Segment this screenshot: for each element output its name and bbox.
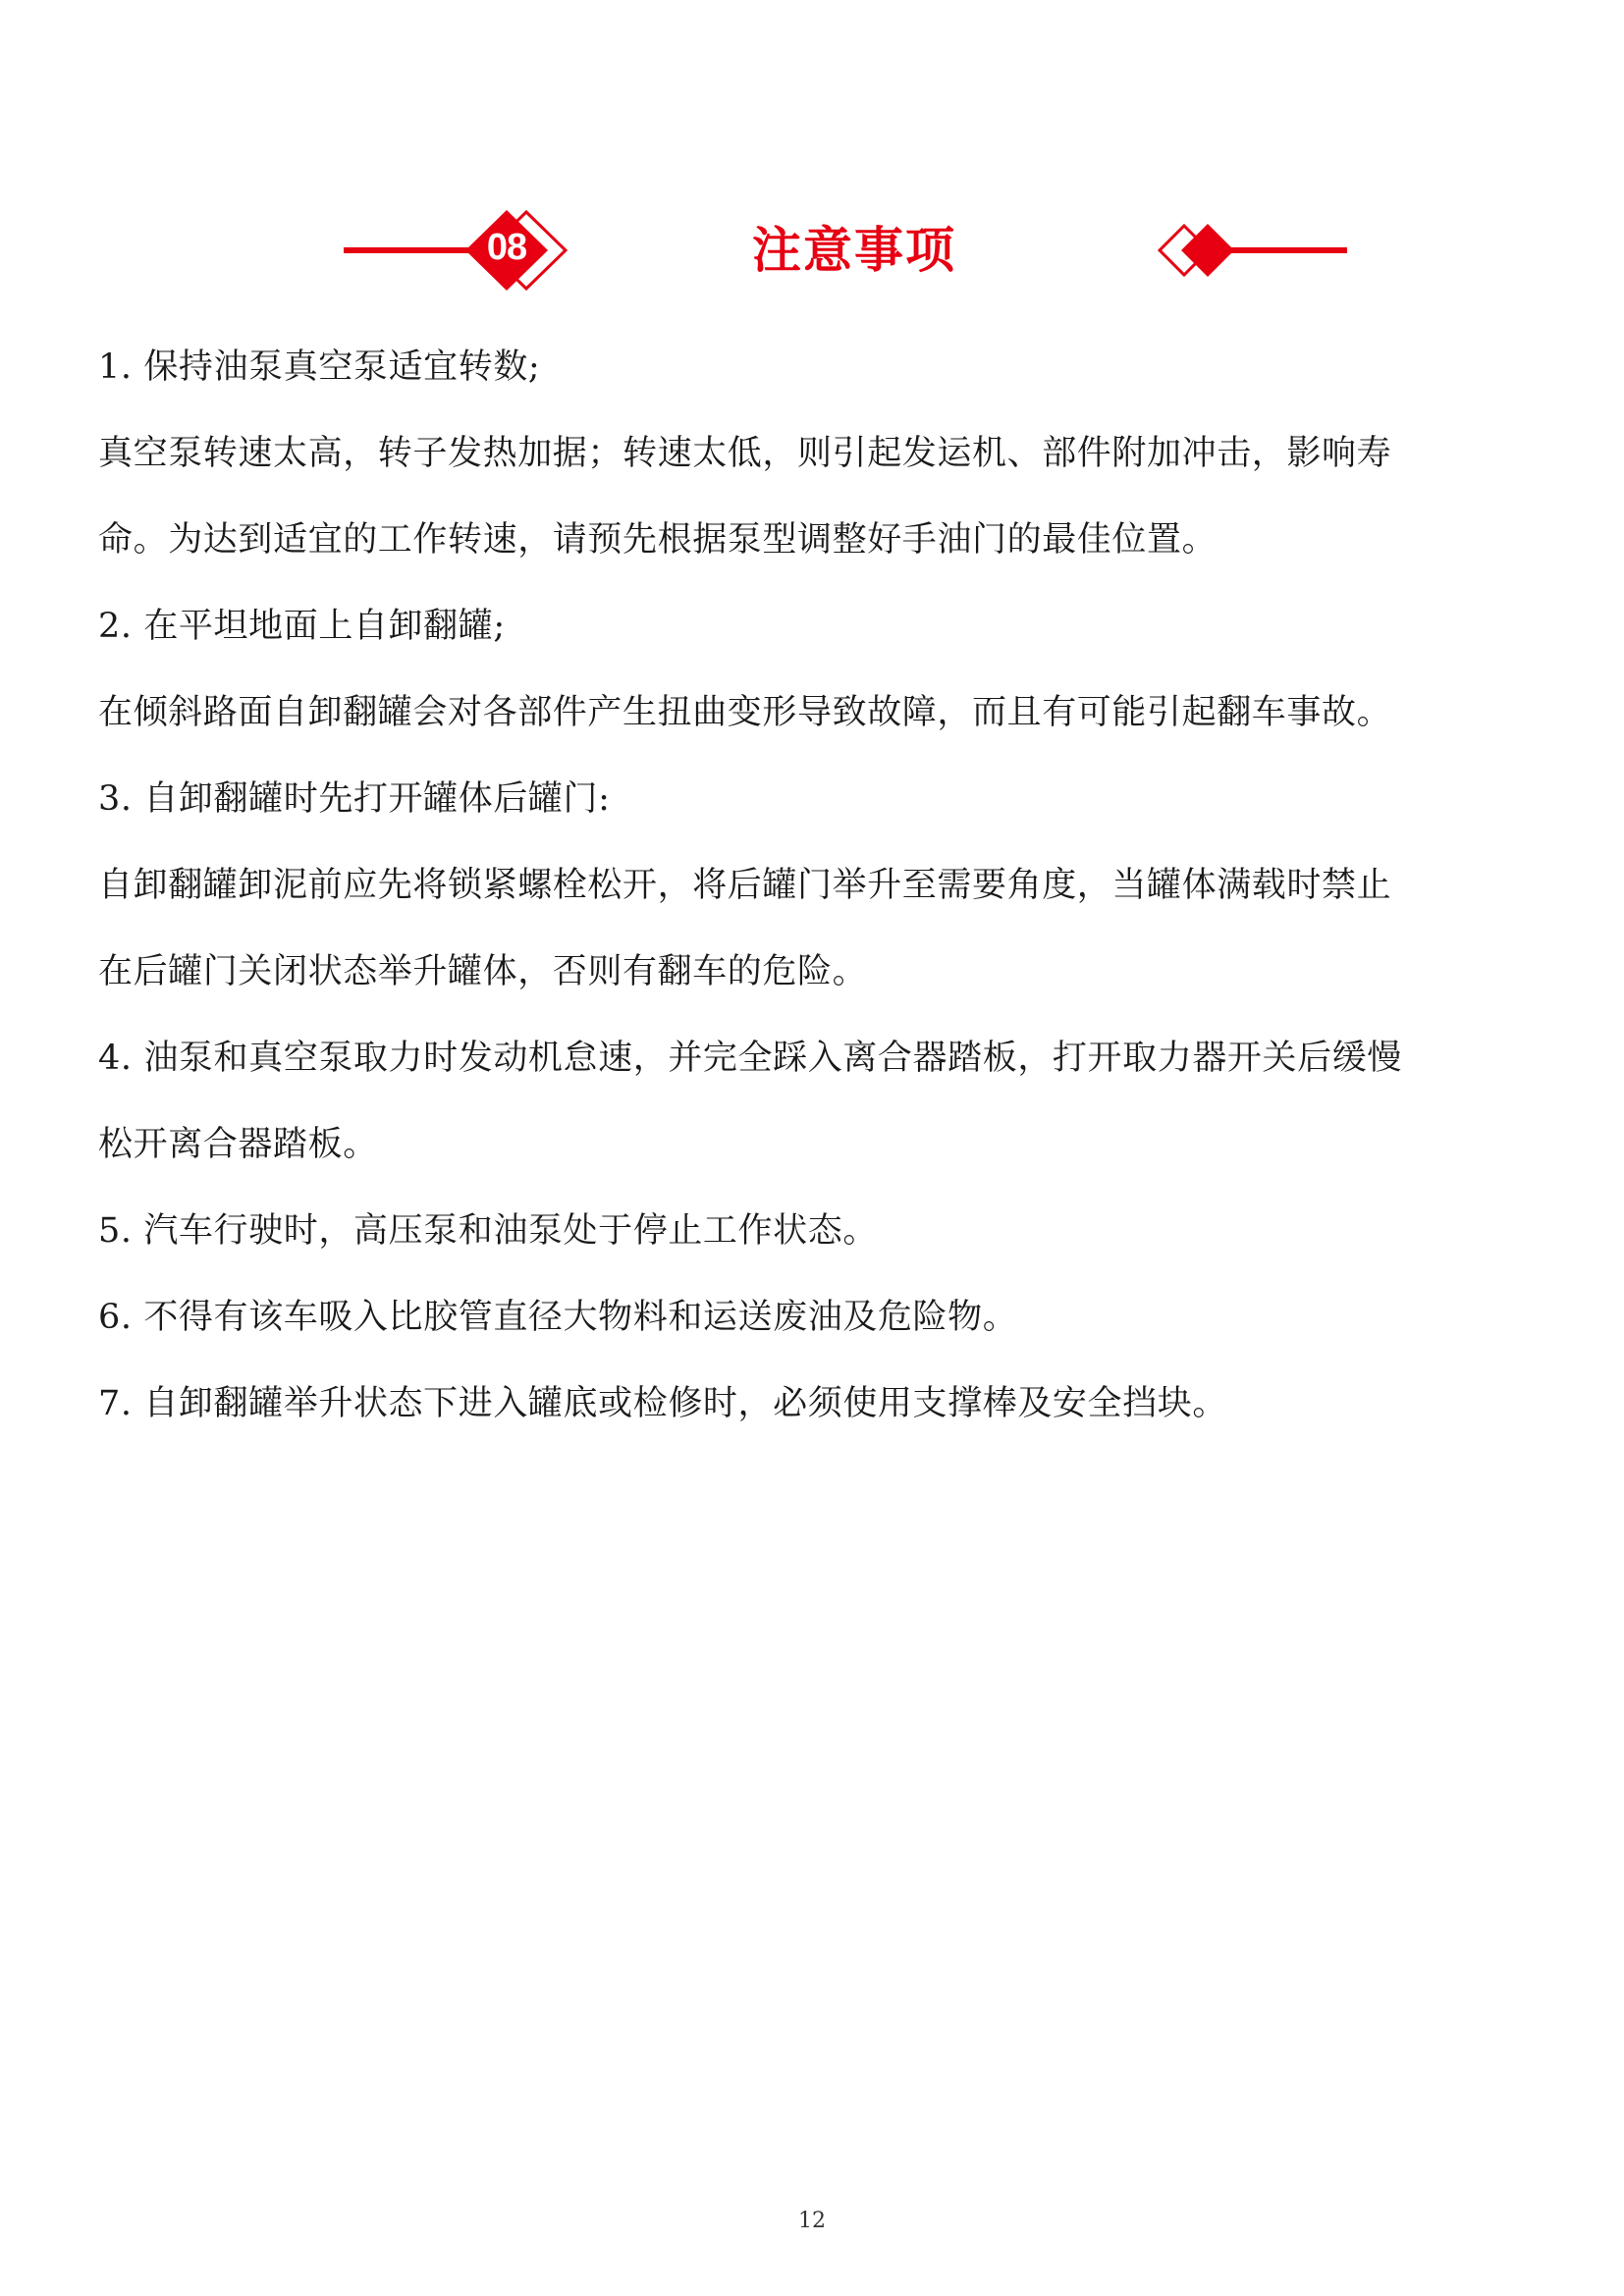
page-number: 12: [798, 2209, 826, 2233]
note-line: 命。为达到适宜的工作转速，请预先根据泵型调整好手油门的最佳位置。: [98, 520, 1218, 560]
note-line: 松开离合器踏板。: [98, 1125, 378, 1164]
note-line: 自卸翻罐卸泥前应先将锁紧螺栓松开，将后罐门举升至需要角度，当罐体满载时禁止: [98, 866, 1392, 905]
note-line: 7. 自卸翻罐举升状态下进入罐底或检修时，必须使用支撑棒及安全挡块。: [98, 1384, 1227, 1423]
section-number: 08: [486, 227, 527, 268]
note-line: 5. 汽车行驶时，高压泵和油泵处于停止工作状态。: [98, 1211, 878, 1251]
note-line: 1. 保持油泵真空泵适宜转数;: [98, 347, 541, 387]
note-line: 在后罐门关闭状态举升罐体，否则有翻车的危险。: [98, 952, 868, 991]
note-line: 4. 油泵和真空泵取力时发动机怠速，并完全踩入离合器踏板，打开取力器开关后缓慢: [98, 1039, 1402, 1078]
note-line: 2. 在平坦地面上自卸翻罐;: [98, 607, 506, 646]
note-line: 真空泵转速太高，转子发热加据；转速太低，则引起发运机、部件附加冲击，影响寿: [98, 434, 1392, 473]
notes-content: [98, 324, 1532, 1447]
note-line: 在倾斜路面自卸翻罐会对各部件产生扭曲变形导致故障，而且有可能引起翻车事故。: [98, 693, 1392, 732]
note-line: 6. 不得有该车吸入比胶管直径大物料和运送废油及危险物。: [98, 1298, 1018, 1337]
section-title: 注意事项: [752, 222, 956, 279]
note-line: 3. 自卸翻罐时先打开罐体后罐门:: [98, 779, 611, 819]
